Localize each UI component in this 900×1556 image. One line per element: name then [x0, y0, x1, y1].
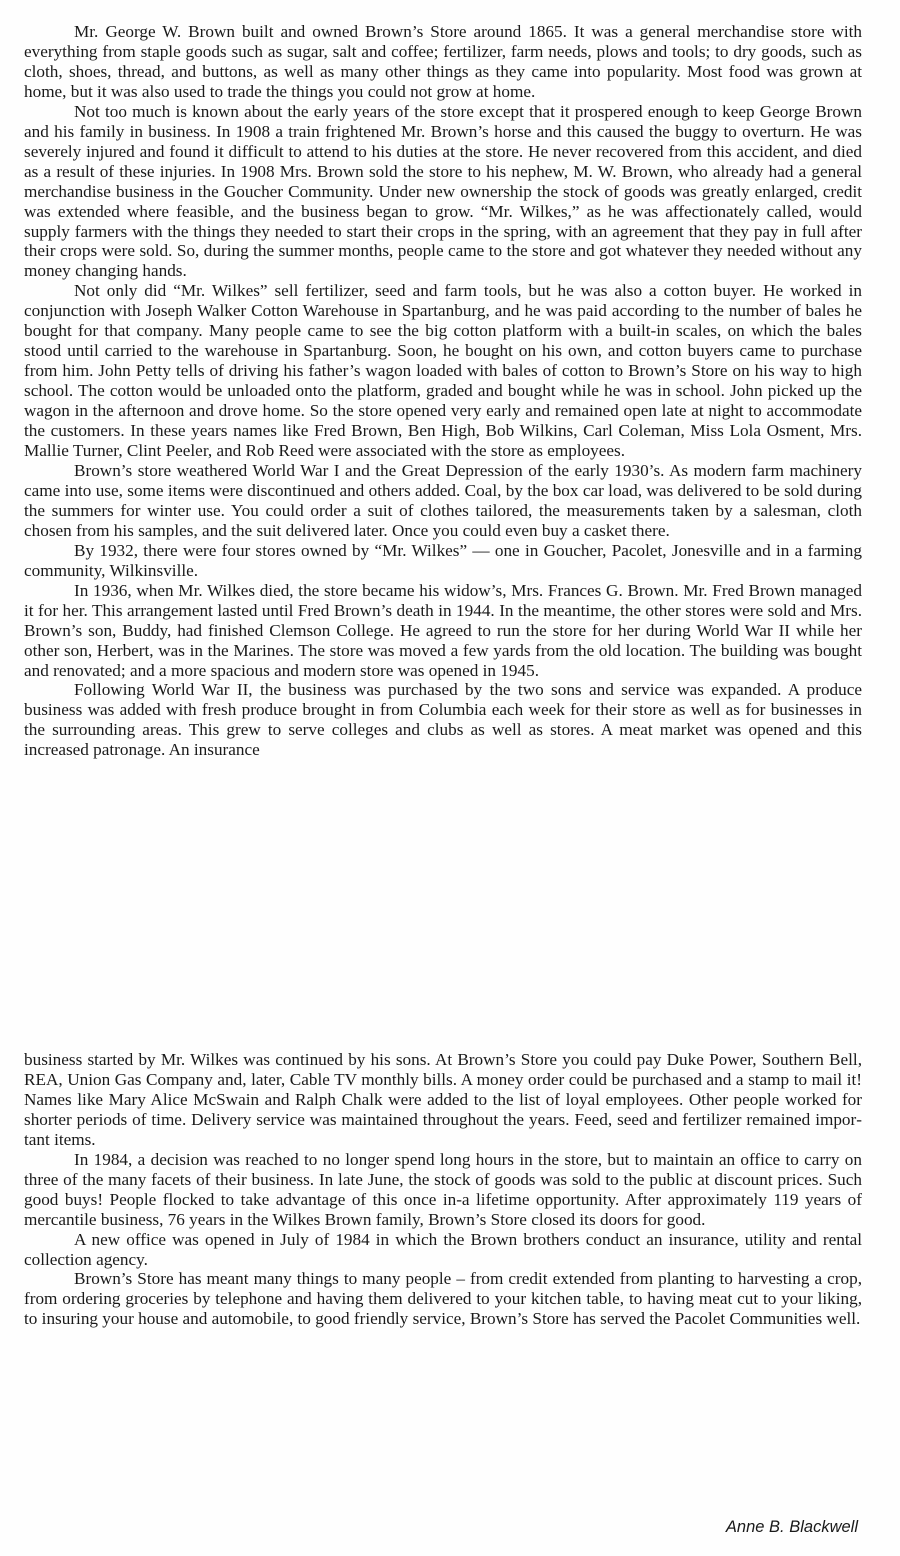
paragraph: Following World War II, the business was purchased by the two sons and service was expanded. A produce business was added with fresh produce brought in from Columbia each week for their store as well as for businesses in the surrounding areas. This grew to serve colleges and clubs as well as stores. A meat market was opened and this increased patronage. An insurance	[24, 680, 862, 760]
paragraph: Not too much is known about the early years of the store except that it prospered enough to keep George Brown and his family in business. In 1908 a train frightened Mr. Brown’s horse and this caused the buggy to overturn. He was severely injured and found it difficult to attend to his duties at the store. He never recovered from this accident, and died as a result of these injuries. In 1908 Mrs. Brown sold the store to his nephew, M. W. Brown, who already had a general merchandise business in the Goucher Community. Under new ownership the stock of goods was greatly enlarged, credit was extended where feasible, and the business began to grow. “Mr. Wilkes,” as he was affectionately called, would supply farmers with the things they needed to start their crops in the spring, with an agreement that they pay in full after their crops were sold. So, during the summer months, people came to the store and got whatever they needed without any money changing hands.	[24, 101, 862, 281]
paragraph-continued: business started by Mr. Wilkes was continued by his sons. At Brown’s Store you could pay Duke Power, Southern Bell, REA, Union Gas Company and, later, Cable TV monthly bills. A money order could be purchased and a stamp to mail it! Names like Mary Alice McSwain and Ralph Chalk were added to the list of loyal employees. Other people worked for shorter periods of time. Delivery service was maintained throughout the years. Feed, seed and fertilizer remained important items.	[24, 1050, 862, 1149]
article-text-top	[24, 22, 862, 760]
author-signature: Anne B. Blackwell	[725, 1518, 858, 1536]
paragraph: A new office was opened in July of 1984 in which the Brown brothers conduct an insurance, utility and rental collection agency.	[24, 1229, 862, 1269]
paragraph: In 1984, a decision was reached to no longer spend long hours in the store, but to maintain an office to carry on three of the many facets of their business. In late June, the stock of goods was sold to the public at discount prices. Such good buys! People flocked to take advantage of this once in-a lifetime opportunity. After approximately 119 years of mercantile business, 76 years in the Wilkes Brown family, Brown’s Store closed its doors for good.	[24, 1149, 862, 1229]
paragraph: Brown’s store weathered World War I and the Great Depression of the early 1930’s. As modern farm machinery came into use, some items were discontinued and others added. Coal, by the box car load, was delivered to be sold during the summers for winter use. You could order a suit of clothes tailored, the measurements taken by a salesman, cloth chosen from his samples, and the suit delivered later. Once you could even buy a casket there.	[24, 460, 862, 540]
paragraph: Not only did “Mr. Wilkes” sell fertilizer, seed and farm tools, but he was also a cotton buyer. He worked in conjunction with Joseph Walker Cotton Warehouse in Spartanburg, and he was paid according to the number of bales he bought for that company. Many people came to see the big cotton platform with a built-in scales, on which the bales stood until carried to the warehouse in Spartanburg. Soon, he bought on his own, and cotton buyers came to purchase from him. John Petty tells of driving his father’s wagon loaded with bales of cotton to Brown’s Store on his way to high school. The cotton would be unloaded onto the platform, graded and bought while he was in school. John picked up the wagon in the afternoon and drove home. So the store opened very early and remained open late at night to accommodate the customers. In these years names like Fred Brown, Ben High, Bob Wilkins, Carl Coleman, Miss Lola Osment, Mrs. Mallie Turner, Clint Peeler, and Rob Reed were associated with the store as employees.	[24, 281, 862, 461]
article-text-bottom	[24, 1050, 862, 1329]
paragraph: Mr. George W. Brown built and owned Brown’s Store around 1865. It was a general merchandise store with everything from staple goods such as sugar, salt and coffee; fertilizer, farm needs, plows and tools; to dry goods, such as cloth, shoes, thread, and buttons, as well as many other things as they came into popularity. Most food was grown at home, but it was also used to trade the things you could not grow at home.	[24, 22, 862, 101]
paragraph: By 1932, there were four stores owned by “Mr. Wilkes” — one in Goucher, Pacolet, Jonesville and in a farming community, Wilkinsville.	[24, 540, 862, 580]
paragraph: In 1936, when Mr. Wilkes died, the store became his widow’s, Mrs. Frances G. Brown. Mr. Fred Brown managed it for her. This arrangement lasted until Fred Brown’s death in 1944. In the meantime, the other stores were sold and Mrs. Brown’s son, Buddy, had finished Clemson College. He agreed to run the store for her during World War II while her other son, Herbert, was in the Marines. The store was moved a few yards from the old location. The building was bought and renovated; and a more spacious and modern store was opened in 1945.	[24, 580, 862, 680]
paragraph: Brown’s Store has meant many things to many people – from credit extended from planting to harvesting a crop, from ordering groceries by telephone and having them delivered to your kitchen table, to having meat cut to your liking, to insuring your house and automobile, to good friendly service, Brown’s Store has served the Pacolet Communities well.	[24, 1269, 862, 1329]
